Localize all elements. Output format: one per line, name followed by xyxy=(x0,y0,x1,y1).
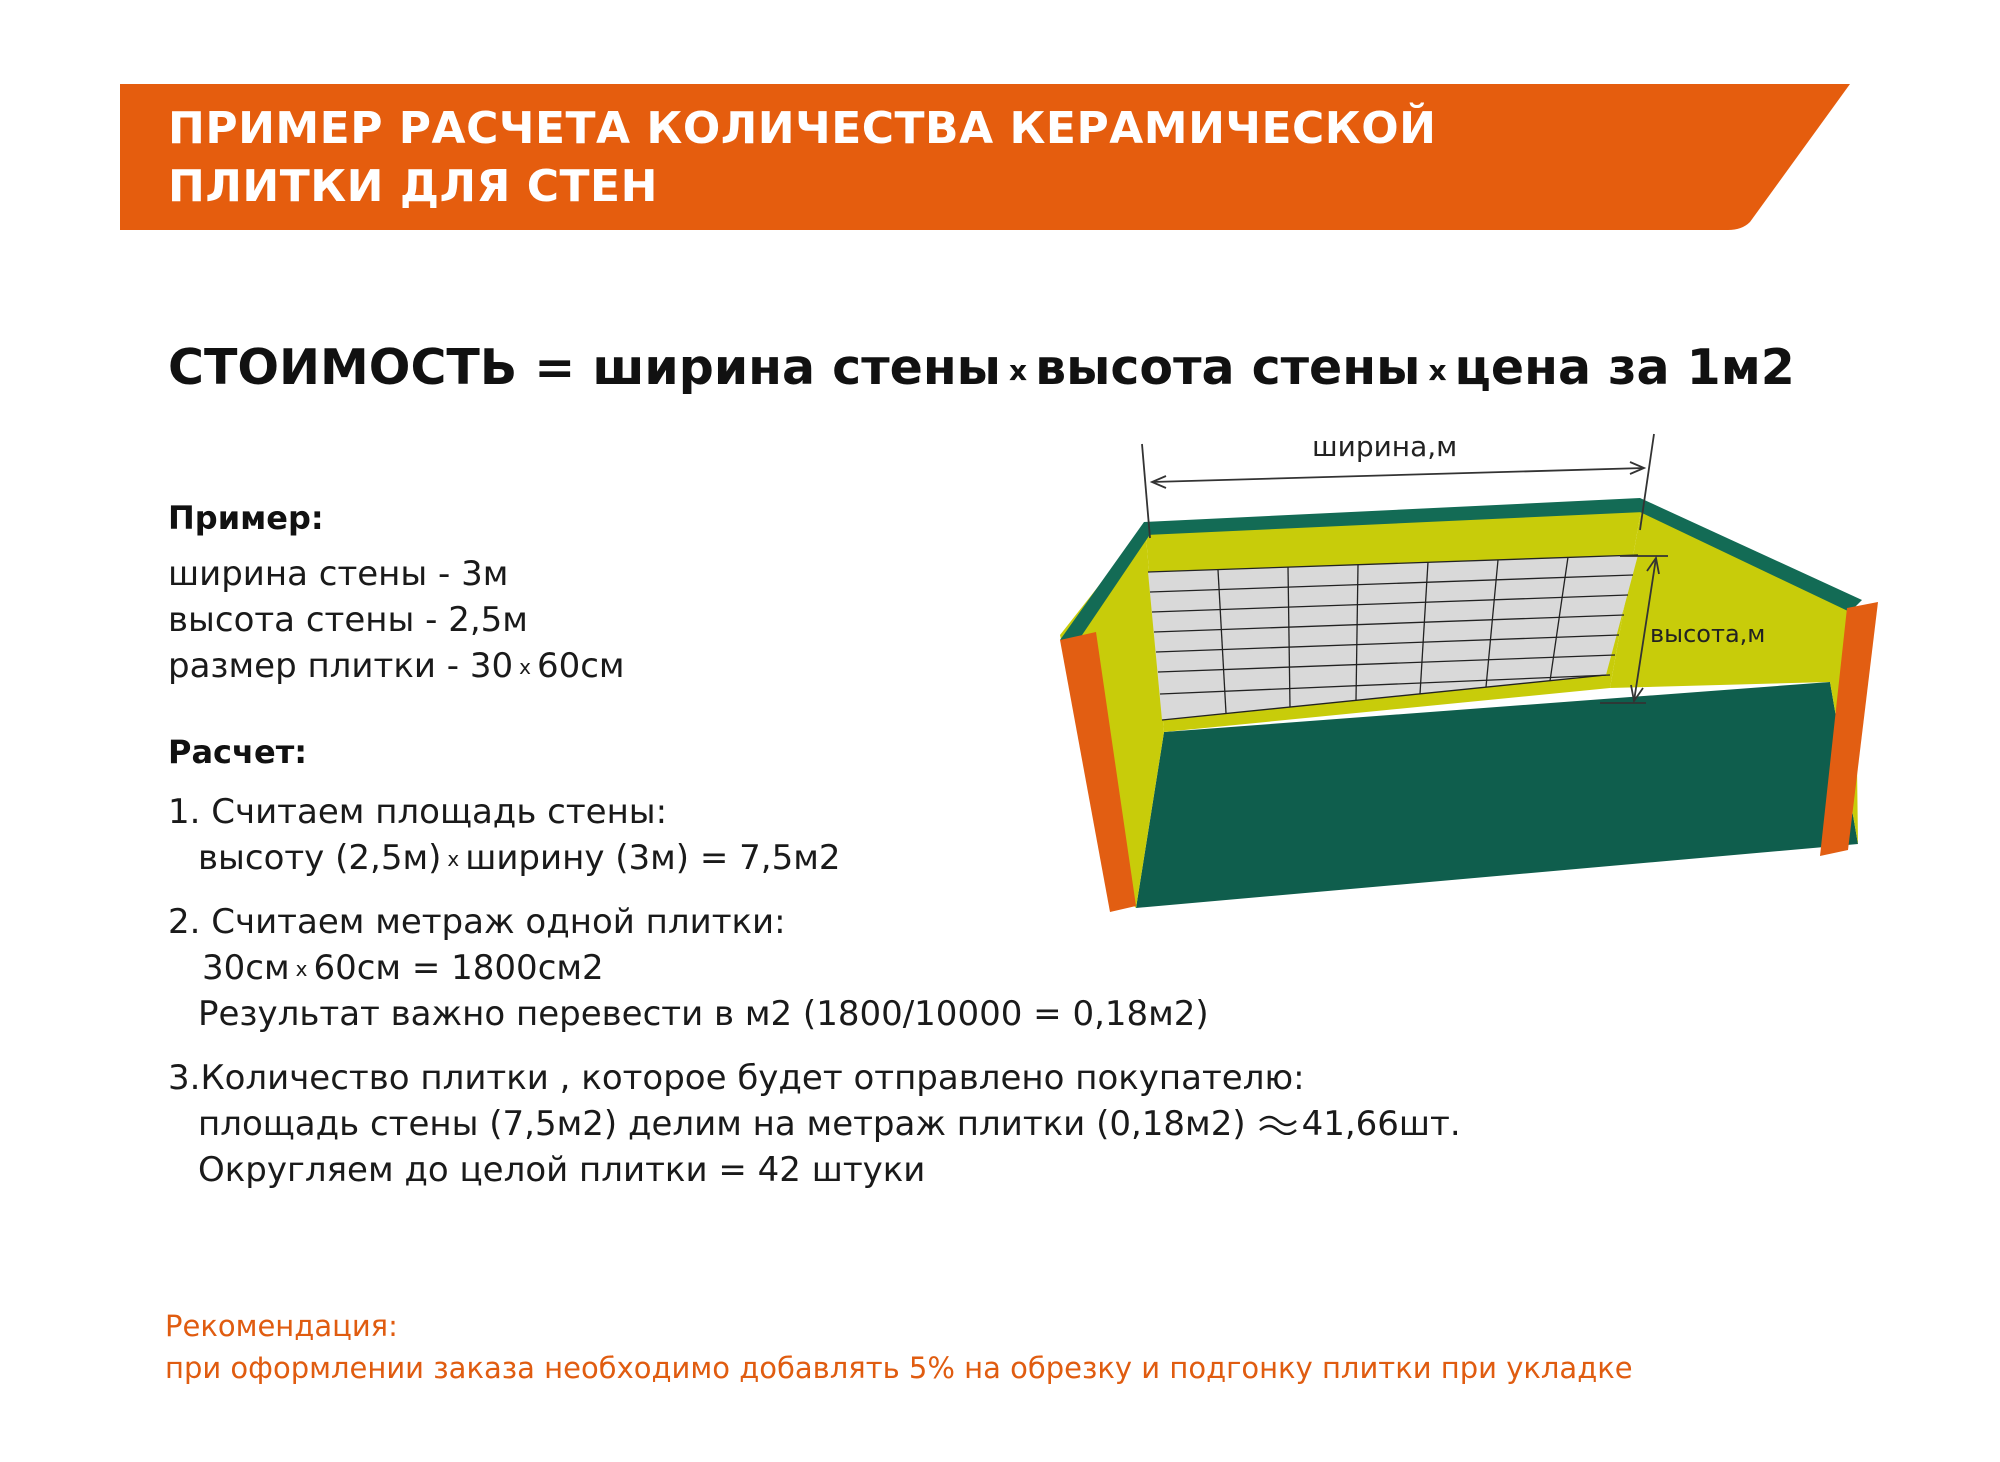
step-2-times: x xyxy=(295,957,308,981)
formula-term-height: высота стены xyxy=(1035,339,1421,396)
page-title-line-1: ПРИМЕР РАСЧЕТА КОЛИЧЕСТВА КЕРАМИЧЕСКОЙ xyxy=(168,103,1437,154)
room-diagram xyxy=(1040,420,1900,980)
example-wall-height: высота стены - 2,5м xyxy=(168,600,528,640)
step-1-formula xyxy=(198,836,841,881)
page-title-line-2: ПЛИТКИ ДЛЯ СТЕН xyxy=(168,161,658,212)
formula-term-price: цена за 1м2 xyxy=(1454,339,1795,396)
formula-cost: СТОИМОСТЬ xyxy=(168,339,518,396)
step-2-formula xyxy=(202,946,604,991)
cost-formula xyxy=(168,336,1795,403)
example-tile-size xyxy=(168,644,625,689)
formula-times-1: x xyxy=(1009,354,1028,387)
tile-size-prefix: размер плитки - 30 xyxy=(168,646,514,686)
step-3-a: площадь стены (7,5м2) делим на метраж плитки (0,18м2) xyxy=(198,1104,1246,1144)
tile-size-suffix: 60см xyxy=(536,646,625,686)
tile-grid xyxy=(1148,555,1638,720)
header-banner xyxy=(120,84,1850,230)
approximately-icon xyxy=(1258,1113,1298,1135)
step-2-b: 60см = 1800см2 xyxy=(313,948,604,988)
room-diagram-svg xyxy=(1040,420,1900,980)
height-label: высота,м xyxy=(1650,620,1766,648)
step-3-formula xyxy=(198,1102,1461,1146)
recommendation-text: при оформлении заказа необходимо добавлять 5% на обрезку и подгонку плитки при укладке xyxy=(165,1351,1633,1385)
example-label: Пример: xyxy=(168,499,324,537)
recommendation-title: Рекомендация: xyxy=(165,1309,398,1343)
step-1-height: высоту (2,5м) xyxy=(198,838,442,878)
step-2-note: Результат важно перевести в м2 (1800/10000 = 0,18м2) xyxy=(198,994,1209,1034)
calculation-label: Расчет: xyxy=(168,733,308,771)
step-1-width: ширину (3м) = 7,5м2 xyxy=(465,838,841,878)
width-label: ширина,м xyxy=(1312,430,1458,463)
step-2-a: 30см xyxy=(202,948,290,988)
formula-equals: = xyxy=(534,339,576,396)
tile-size-times: x xyxy=(519,655,531,679)
step-3-title: 3.Количество плитки , которое будет отправлено покупателю: xyxy=(168,1058,1305,1098)
step-3-result: Округляем до целой плитки = 42 штуки xyxy=(198,1150,926,1190)
step-1-title: 1. Считаем площадь стены: xyxy=(168,792,668,832)
formula-times-2: x xyxy=(1428,354,1447,387)
step-2-title: 2. Считаем метраж одной плитки: xyxy=(168,902,786,942)
page-title xyxy=(168,100,1437,216)
formula-term-width: ширина стены xyxy=(592,339,1001,396)
step-1-times: x xyxy=(447,847,460,871)
step-3-b: 41,66шт. xyxy=(1301,1104,1461,1144)
example-wall-width: ширина стены - 3м xyxy=(168,554,509,594)
